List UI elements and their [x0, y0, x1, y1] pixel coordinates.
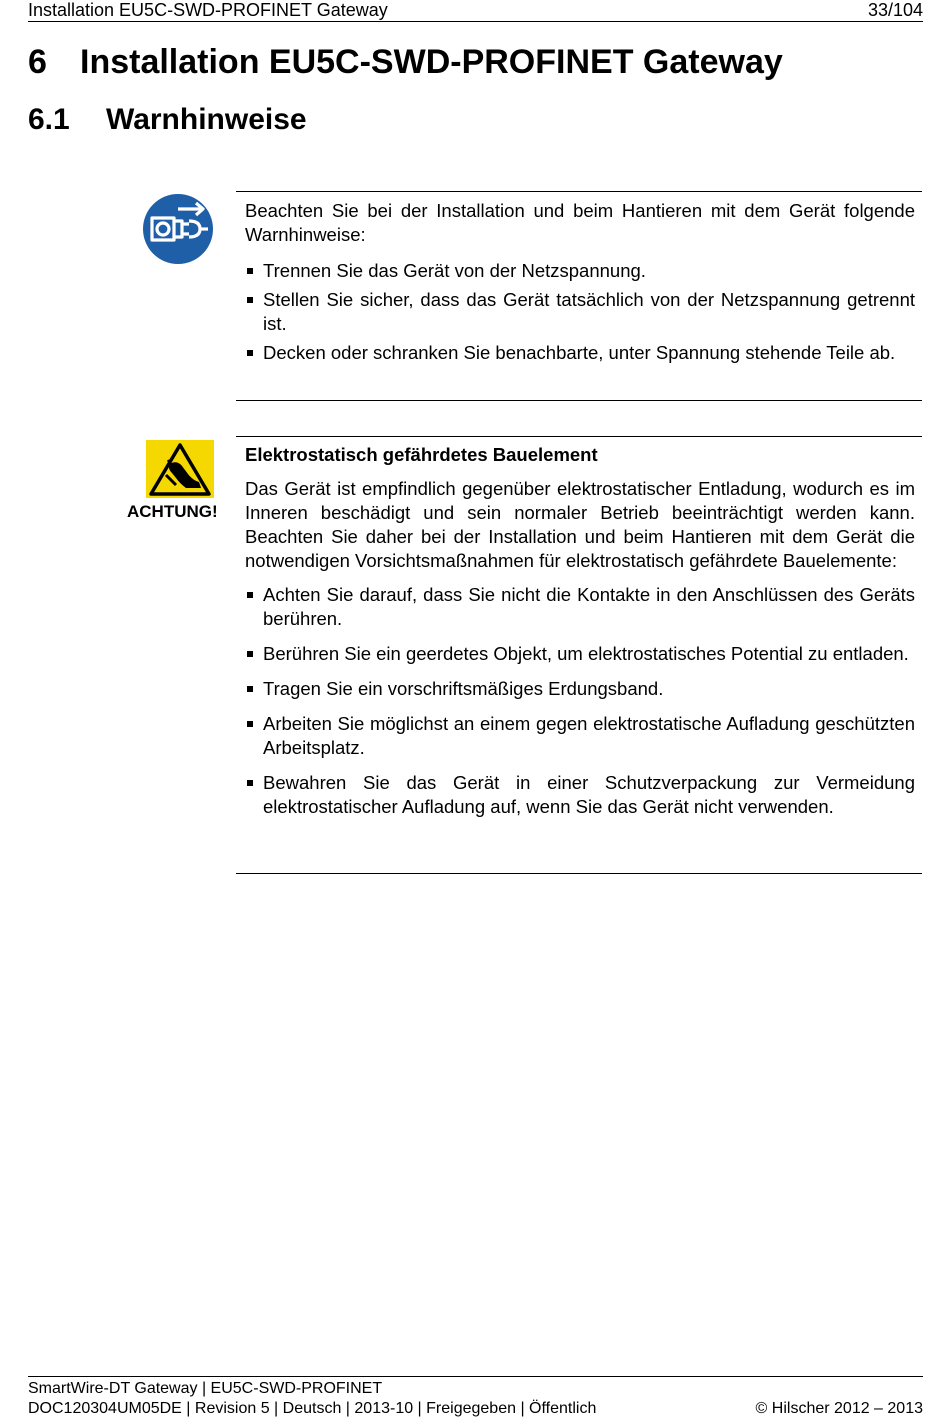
list-item: Stellen Sie sicher, dass das Gerät tatsächlich von der Netzspannung getrennt ist. — [245, 288, 915, 336]
list-item: Berühren Sie ein geerdetes Objekt, um elektrostatisches Potential zu entladen. — [245, 642, 915, 666]
list-item: Arbeiten Sie möglichst an einem gegen elektrostatische Aufladung geschützten Arbeitsplatz. — [245, 712, 915, 760]
notice-list — [245, 259, 915, 365]
section-title: Warnhinweise — [106, 103, 307, 136]
notice-disconnect — [236, 191, 922, 401]
chapter-number: 6 — [28, 43, 47, 81]
footer-product: SmartWire-DT Gateway | EU5C-SWD-PROFINET — [28, 1380, 383, 1397]
list-item: Decken oder schranken Sie benachbarte, unter Spannung stehende Teile ab. — [245, 341, 915, 365]
footer-copyright: © Hilscher 2012 – 2013 — [755, 1400, 923, 1417]
notice-esd — [236, 436, 922, 874]
esd-warning-icon — [146, 440, 214, 498]
signal-word: ACHTUNG! — [127, 502, 218, 521]
chapter-heading — [28, 42, 783, 82]
list-item: Tragen Sie ein vorschriftsmäßiges Erdungsband. — [245, 677, 915, 701]
notice-intro: Das Gerät ist empfindlich gegenüber elektrostatischer Entladung, wodurch es im Inneren beschädigt und sein normaler Betrieb beeinträchtigt werden kann. Beachten Sie daher bei der Installation und beim Hantieren mit dem Gerät die notwendigen Vorsichtsmaßnahmen für elektrostatisch gefährdete Bauelemente: — [245, 478, 915, 571]
notice-list — [245, 583, 915, 819]
notice-intro: Beachten Sie bei der Installation und beim Hantieren mit dem Gerät folgende Warnhinweise: — [245, 200, 915, 245]
section-heading — [28, 102, 307, 138]
footer-doc-info: DOC120304UM05DE | Revision 5 | Deutsch | 2013-10 | Freigegeben | Öffentlich — [28, 1400, 597, 1417]
list-item: Achten Sie darauf, dass Sie nicht die Kontakte in den Anschlüssen des Geräts berühren. — [245, 583, 915, 631]
running-header — [28, 0, 923, 22]
disconnect-mains-icon — [142, 193, 214, 265]
header-title: Installation EU5C-SWD-PROFINET Gateway — [28, 0, 388, 20]
notice-title: Elektrostatisch gefährdetes Bauelement — [245, 444, 598, 465]
page-number: 33/104 — [867, 0, 923, 20]
chapter-title: Installation EU5C-SWD-PROFINET Gateway — [80, 43, 783, 81]
page-footer — [28, 1376, 923, 1418]
list-item: Bewahren Sie das Gerät in einer Schutzverpackung zur Vermeidung elektrostatischer Aufladung auf, wenn Sie das Gerät nicht verwenden. — [245, 771, 915, 819]
footer-doc-line — [28, 1399, 923, 1418]
list-item: Trennen Sie das Gerät von der Netzspannung. — [245, 259, 915, 283]
section-number: 6.1 — [28, 103, 70, 136]
